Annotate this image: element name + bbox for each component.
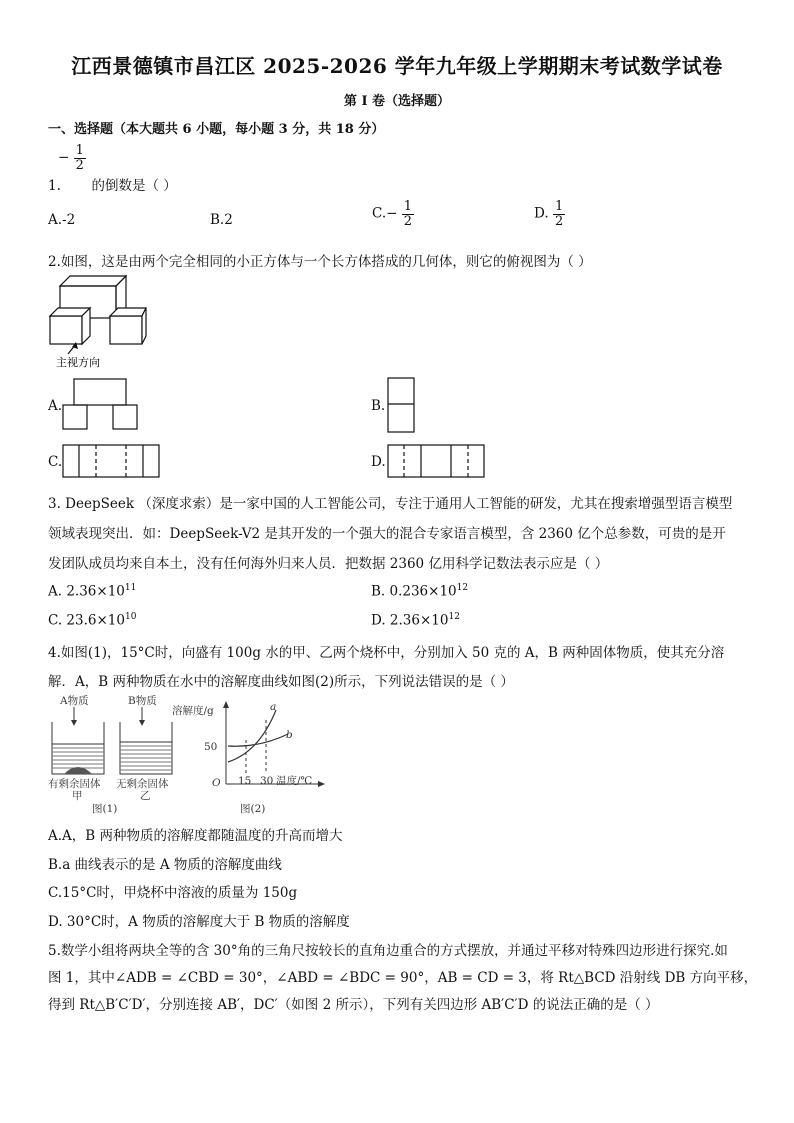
q2-option-c-figure — [60, 442, 162, 480]
q1-c-sign: − — [386, 205, 398, 222]
q1-c-prefix: C. — [372, 205, 387, 222]
q4-option-a: A.A，B 两种物质的溶解度都随温度的升高而增大 — [48, 828, 343, 844]
q1-c-num: 1 — [403, 199, 413, 214]
q4-option-b: B.a 曲线表示的是 A 物质的溶解度曲线 — [48, 857, 282, 873]
q3-d-exp: 12 — [448, 612, 460, 622]
q3-line3: 发团队成员均来自本土，没有任何海外归来人员．把数据 2360 亿用科学记数法表示应是（ ） — [48, 556, 609, 572]
q3-b-base: B. 0.236×10 — [371, 583, 457, 600]
q4-graph-ylabel: 溶解度/g — [172, 705, 214, 717]
q4-line2: 解．A，B 两种物质在水中的溶解度曲线如图(2)所示，下列说法错误的是（ ） — [48, 674, 514, 690]
q4-curve-b — [228, 734, 288, 746]
q2-option-a-figure — [60, 376, 142, 432]
q4-option-c: C.15°C时，甲烧杯中溶液的质量为 150g — [48, 885, 298, 901]
q4-beaker2-cap1: 无剩余固体 — [116, 778, 169, 790]
q4-a-label: A物质 — [60, 695, 89, 707]
q4-graph-xlabel: 温度/℃ — [276, 775, 313, 787]
q2-stem: 2.如图，这是由两个完全相同的小正方体与一个长方体搭成的几何体，则它的俯视图为（ ） — [48, 254, 592, 270]
q4-option-d: D. 30°C时，A 物质的溶解度大于 B 物质的溶解度 — [48, 914, 350, 930]
page-title: 江西景德镇市昌江区 2025-2026 学年九年级上学期期末考试数学试卷 — [71, 54, 723, 78]
q3-line2: 领域表现突出．如：DeepSeek-V2 是其开发的一个强大的混合专家语言模型，含 2360 亿个总参数，可贵的是开 — [48, 526, 726, 542]
q4-beaker1-cap1: 有剩余固体 — [48, 778, 101, 790]
q3-c-base: C. 23.6×10 — [48, 612, 125, 629]
q1-stem — [48, 174, 177, 194]
q4-fig1-caption: 图(1) — [92, 803, 118, 815]
q3-c-exp: 10 — [124, 612, 137, 622]
q1-fraction — [58, 144, 86, 172]
q2-option-d-figure — [385, 442, 487, 480]
q1-option-d — [534, 200, 565, 228]
q4-fig2-caption: 图(2) — [240, 803, 266, 815]
q5-line3: 得到 Rt△B′C′D′，分别连接 AB′，DC′（如图 2 所示），下列有关四边形 AB′C′D 的说法正确的是（ ） — [48, 997, 659, 1013]
q4-graph-y50: 50 — [204, 741, 218, 753]
q4-curve-b-label: b — [286, 729, 293, 741]
q2-option-d-label: D. — [371, 454, 386, 470]
q4-graph-origin: O — [212, 777, 221, 789]
q2-option-c-label: C. — [48, 454, 63, 470]
q1-option-c — [372, 200, 414, 228]
q5-line2: 图 1，其中∠ADB = ∠CBD = 30°，∠ABD = ∠BDC = 90°，AB = CD = 3，将 Rt△BCD 沿射线 DB 方向平移， — [48, 970, 758, 986]
q3-line1: 3. DeepSeek （深度求索）是一家中国的人工智能公司，专注于通用人工智能的研发，尤其在搜索增强型语言模型 — [48, 496, 733, 512]
q1-frac-den: 2 — [75, 157, 84, 173]
q4-beaker1-cap2: 甲 — [72, 790, 83, 802]
q2-option-b-figure — [385, 375, 417, 435]
q4-graph-x30: 30 — [260, 775, 274, 787]
q1-option-b: B.2 — [210, 212, 233, 228]
q2-option-a-label: A. — [48, 398, 63, 414]
q3-b-exp: 12 — [456, 583, 469, 593]
q4-curve-a-label: a — [270, 701, 277, 713]
q4-graph-x15: 15 — [238, 775, 252, 787]
q2-option-b-label: B. — [371, 398, 386, 414]
q1-d-den: 2 — [554, 213, 564, 229]
q5-line1: 5.数学小组将两块全等的含 30°角的三角尺按较长的直角边重合的方式摆放，并通过平移对特殊四边形进行探究.如 — [48, 943, 728, 959]
q1-frac-sign: − — [58, 149, 70, 166]
page-subtitle: 第 I 卷（选择题） — [343, 94, 451, 109]
q1-text: 的倒数是（ ） — [91, 178, 177, 194]
q1-number: 1. — [48, 178, 61, 194]
q3-option-c — [48, 612, 136, 629]
q1-d-num: 1 — [554, 199, 564, 214]
section-heading: 一、选择题（本大题共 6 小题，每小题 3 分，共 18 分） — [48, 122, 385, 137]
q3-option-d — [371, 612, 460, 629]
q4-b-label: B物质 — [128, 695, 157, 707]
q4-figure — [44, 692, 334, 820]
q4-beaker2-cap2: 乙 — [140, 790, 151, 802]
q1-d-prefix: D. — [534, 205, 549, 222]
q3-d-base: D. 2.36×10 — [371, 612, 449, 629]
q2-view-label: 主视方向 — [56, 356, 100, 369]
q1-c-den: 2 — [403, 213, 413, 229]
q2-solid-figure — [46, 272, 156, 372]
q3-a-exp: 11 — [124, 583, 137, 593]
q3-option-a — [48, 583, 136, 600]
q1-frac-num: 1 — [75, 143, 84, 158]
q4-line1: 4.如图(1)，15°C时，向盛有 100g 水的甲、乙两个烧杯中，分别加入 50 克的 A，B 两种固体物质，使其充分溶 — [48, 645, 725, 661]
q4-curve-a — [228, 710, 276, 762]
q3-option-b — [371, 583, 468, 600]
q3-a-base: A. 2.36×10 — [48, 583, 125, 600]
q1-option-a: A.-2 — [48, 212, 76, 228]
